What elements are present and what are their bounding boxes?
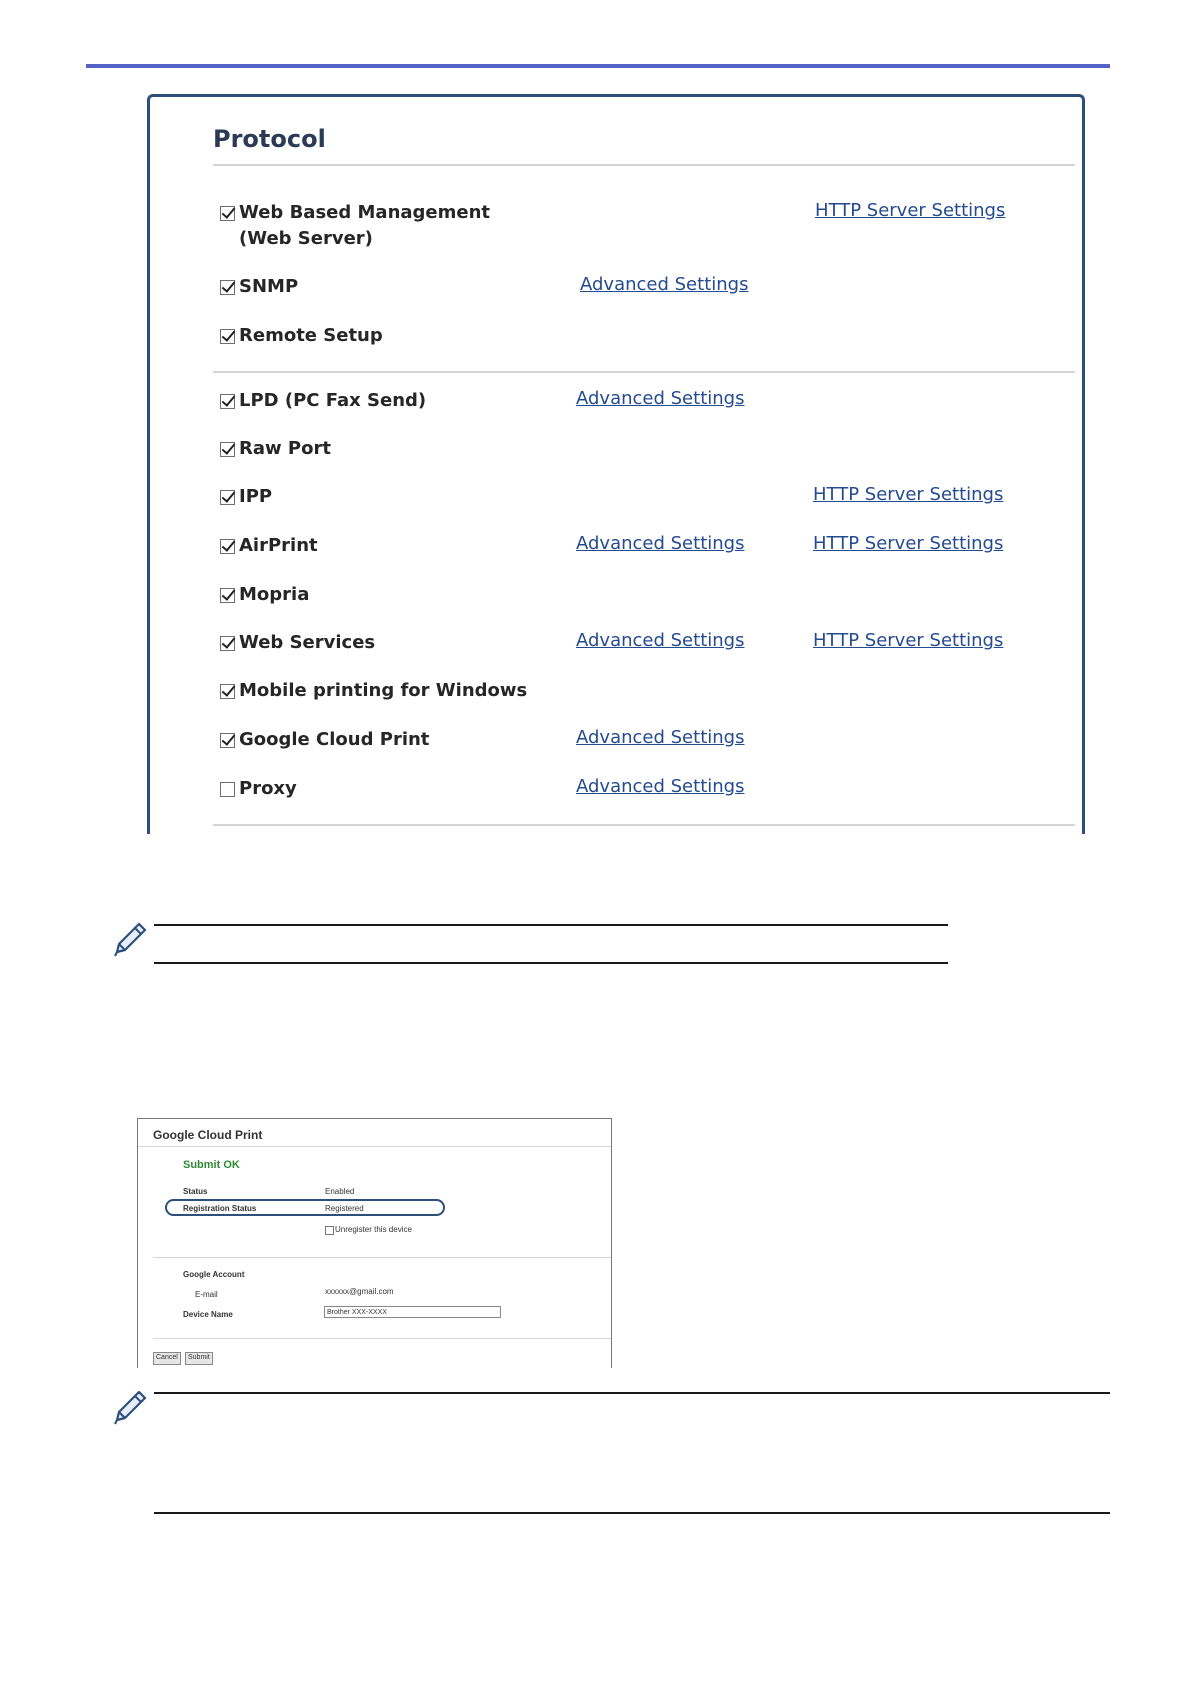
web-based-management-checkbox[interactable] [220, 206, 235, 221]
status-label: Status [183, 1187, 208, 1196]
check-icon [222, 586, 236, 600]
check-icon [222, 327, 236, 341]
check-icon [222, 488, 236, 502]
email-label: E-mail [195, 1290, 218, 1299]
protocol-item-label: Mopria [239, 584, 310, 605]
gcp-title: Google Cloud Print [153, 1128, 263, 1142]
snmp-checkbox[interactable] [220, 280, 235, 295]
gcp-section-divider [153, 1257, 611, 1258]
pencil-icon [109, 1388, 149, 1428]
web-services-advanced-settings-link[interactable]: Advanced Settings [576, 630, 745, 651]
status-value: Enabled [325, 1187, 355, 1196]
google-account-label: Google Account [183, 1270, 245, 1279]
section-divider [213, 371, 1075, 373]
ipp-http-server-settings-link[interactable]: HTTP Server Settings [813, 484, 1004, 505]
protocol-item-label: Proxy [239, 778, 297, 799]
mopria-checkbox[interactable] [220, 588, 235, 603]
check-icon [222, 537, 236, 551]
submit-ok-message: Submit OK [183, 1159, 240, 1171]
snmp-advanced-settings-link[interactable]: Advanced Settings [580, 274, 749, 295]
protocol-item-label: Mobile printing for Windows [239, 680, 528, 701]
protocol-panel [147, 94, 1085, 834]
proxy-checkbox[interactable] [220, 782, 235, 797]
note-bottom-rule [154, 962, 948, 964]
unregister-device-label: Unregister this device [335, 1225, 412, 1234]
airprint-http-server-settings-link[interactable]: HTTP Server Settings [813, 533, 1004, 554]
web-based-management-http-server-settings-link[interactable]: HTTP Server Settings [815, 200, 1006, 221]
protocol-item-label: Web Based Management (Web Server) [239, 202, 491, 249]
check-icon [222, 731, 236, 745]
pencil-icon [109, 920, 149, 960]
web-services-http-server-settings-link[interactable]: HTTP Server Settings [813, 630, 1004, 651]
remote-setup-checkbox[interactable] [220, 329, 235, 344]
airprint-checkbox[interactable] [220, 539, 235, 554]
bottom-divider [213, 824, 1075, 826]
protocol-item-label: LPD (PC Fax Send) [239, 390, 427, 411]
cancel-button[interactable]: Cancel [153, 1352, 181, 1365]
email-value: xxxxxx@gmail.com [325, 1287, 394, 1296]
google-cloud-print-panel [137, 1118, 612, 1368]
protocol-item-label: IPP [239, 486, 273, 507]
gcp-title-divider [138, 1146, 611, 1147]
protocol-item-label: Web Services [239, 632, 376, 653]
top-accent-rule [86, 64, 1110, 68]
registration-status-label: Registration Status [183, 1204, 257, 1213]
note-top-rule [154, 924, 948, 926]
mobile-printing-windows-checkbox[interactable] [220, 684, 235, 699]
check-icon [222, 204, 236, 218]
airprint-advanced-settings-link[interactable]: Advanced Settings [576, 533, 745, 554]
submit-button[interactable]: Submit [185, 1352, 213, 1365]
raw-port-checkbox[interactable] [220, 442, 235, 457]
title-divider [213, 164, 1075, 166]
device-name-label: Device Name [183, 1310, 233, 1319]
protocol-item-label: Google Cloud Print [239, 729, 430, 750]
check-icon [222, 440, 236, 454]
protocol-item-label: AirPrint [239, 535, 318, 556]
lpd-advanced-settings-link[interactable]: Advanced Settings [576, 388, 745, 409]
protocol-item-label: Raw Port [239, 438, 331, 459]
unregister-device-checkbox[interactable] [325, 1226, 334, 1235]
device-name-input[interactable]: Brother XXX-XXXX [324, 1306, 501, 1318]
note2-top-rule [154, 1392, 1110, 1394]
check-icon [222, 278, 236, 292]
registration-status-value: Registered [325, 1204, 364, 1213]
ipp-checkbox[interactable] [220, 490, 235, 505]
note2-bottom-rule [154, 1512, 1110, 1514]
protocol-item-label: SNMP [239, 276, 299, 297]
protocol-item-label: Remote Setup [239, 325, 383, 346]
lpd-checkbox[interactable] [220, 394, 235, 409]
web-services-checkbox[interactable] [220, 636, 235, 651]
google-cloud-print-checkbox[interactable] [220, 733, 235, 748]
page-title: Protocol [213, 125, 326, 153]
check-icon [222, 392, 236, 406]
proxy-advanced-settings-link[interactable]: Advanced Settings [576, 776, 745, 797]
gcp-button-divider [153, 1338, 611, 1339]
check-icon [222, 682, 236, 696]
check-icon [222, 634, 236, 648]
google-cloud-print-advanced-settings-link[interactable]: Advanced Settings [576, 727, 745, 748]
